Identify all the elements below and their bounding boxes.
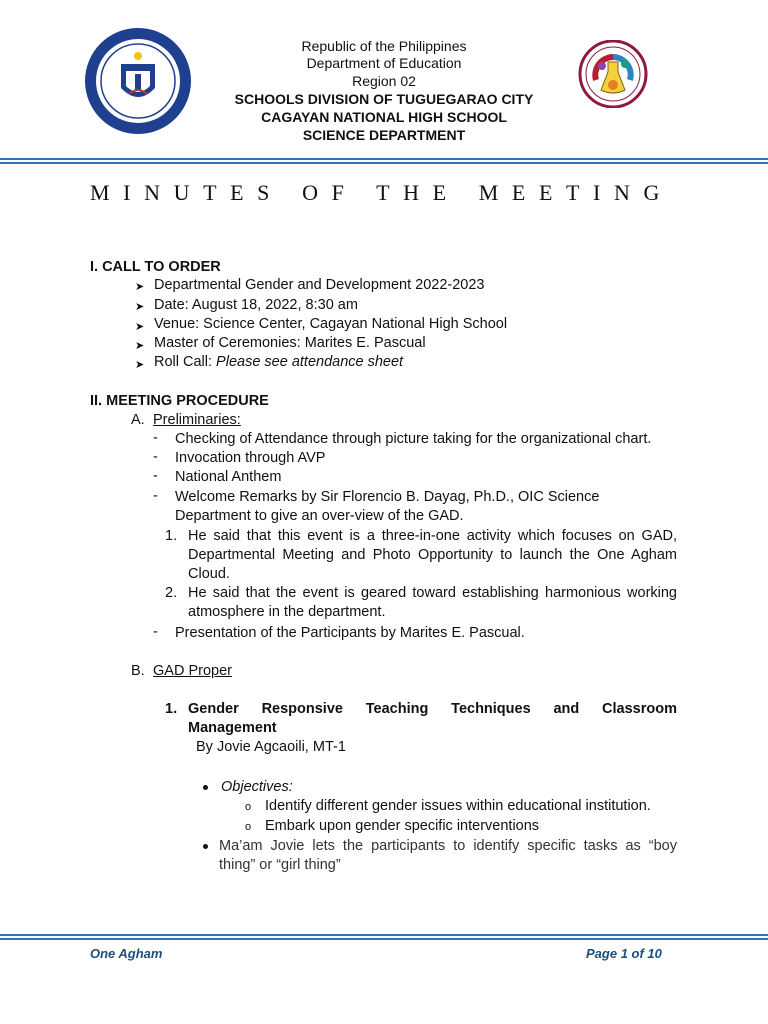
prelim-item-4-cont: Department to give an over-view of the GAD. — [175, 508, 464, 524]
call-item-1: Departmental Gender and Development 2022-2023 — [154, 277, 485, 293]
circle-bullet: o — [245, 821, 252, 833]
circle-bullet: o — [245, 801, 252, 813]
arrow-bullet-icon: ➤ — [135, 281, 145, 293]
objectives-label: Objectives: — [221, 779, 293, 795]
dash-bullet: - — [153, 624, 158, 640]
activity-note-line-1: Ma’am Jovie lets the participants to identify specific tasks as “boy — [219, 838, 677, 854]
topic-speaker: By Jovie Agcaoili, MT-1 — [196, 739, 346, 755]
remark-2-number: 2. — [165, 585, 178, 601]
dash-bullet: - — [153, 449, 158, 465]
remark-1-number: 1. — [165, 528, 178, 544]
subsection-b-letter: B. — [131, 663, 145, 679]
subsection-a-title: Preliminaries: — [153, 412, 241, 428]
call-item-roll — [154, 353, 403, 372]
section-call-to-order-heading: I. CALL TO ORDER — [90, 259, 221, 275]
remark-1-line-2: Departmental Meeting and Photo Opportunity to launch the One Agham — [188, 547, 677, 563]
header-region: Region 02 — [352, 73, 416, 89]
header-department: Department of Education — [306, 55, 462, 71]
subsection-b-title: GAD Proper — [153, 663, 232, 679]
topic-number: 1. — [165, 701, 178, 717]
footer-brand: One Agham — [90, 946, 163, 961]
topic-title-line-2: Management — [188, 720, 277, 736]
footer-page-number — [586, 946, 662, 961]
activity-note-line-2: thing” or “girl thing” — [219, 857, 341, 873]
remark-1-line-1: He said that this event is a three-in-one activity which focuses on GAD, — [188, 528, 677, 544]
prelim-item-3: National Anthem — [175, 469, 282, 485]
header-divider — [0, 158, 768, 164]
roll-call-label: Roll Call: — [154, 354, 217, 370]
subsection-a-letter: A. — [131, 412, 145, 428]
remark-2-line-2: atmosphere in the department. — [188, 604, 386, 620]
prelim-presentation: Presentation of the Participants by Marites E. Pascual. — [175, 625, 525, 641]
arrow-bullet-icon: ➤ — [135, 301, 145, 313]
page-current: 1 — [620, 946, 628, 961]
roll-call-note: Please see attendance sheet — [216, 354, 404, 370]
dash-bullet: - — [153, 430, 158, 446]
dash-bullet: - — [153, 488, 158, 504]
header-division: SCHOOLS DIVISION OF TUGUEGARAO CITY — [234, 91, 534, 107]
remark-1-line-3: Cloud. — [188, 566, 230, 582]
objective-1: Identify different gender issues within educational institution. — [265, 798, 651, 814]
footer-divider — [0, 934, 768, 940]
bullet-dot — [203, 785, 208, 790]
section-meeting-procedure-heading: II. MEETING PROCEDURE — [90, 393, 269, 409]
bullet-dot — [203, 844, 208, 849]
prelim-item-2: Invocation through AVP — [175, 450, 326, 466]
arrow-bullet-icon: ➤ — [135, 321, 145, 333]
dash-bullet: - — [153, 468, 158, 484]
remark-2-line-1: He said that the event is geared toward establishing harmonious working — [188, 585, 677, 601]
page-total: of 10 — [627, 946, 662, 961]
header-republic: Republic of the Philippines — [301, 38, 467, 54]
page-prefix: Page — [586, 946, 621, 961]
header-science-dept: SCIENCE DEPARTMENT — [302, 127, 466, 143]
header-school: CAGAYAN NATIONAL HIGH SCHOOL — [261, 109, 507, 125]
prelim-item-4: Welcome Remarks by Sir Florencio B. Dayag, Ph.D., OIC Science — [175, 489, 600, 505]
arrow-bullet-icon: ➤ — [135, 340, 145, 352]
arrow-bullet-icon: ➤ — [135, 359, 145, 371]
call-item-3: Venue: Science Center, Cagayan National High School — [154, 316, 508, 332]
call-item-4: Master of Ceremonies: Marites E. Pascual — [154, 335, 426, 351]
objective-2: Embark upon gender specific interventions — [265, 818, 540, 834]
prelim-item-1: Checking of Attendance through picture taking for the organizational chart. — [175, 431, 652, 447]
call-item-2: Date: August 18, 2022, 8:30 am — [154, 297, 358, 313]
topic-title-line-1: Gender Responsive Teaching Techniques and Classroom — [188, 701, 677, 717]
document-title: MINUTES OF THE MEETING — [90, 180, 673, 205]
